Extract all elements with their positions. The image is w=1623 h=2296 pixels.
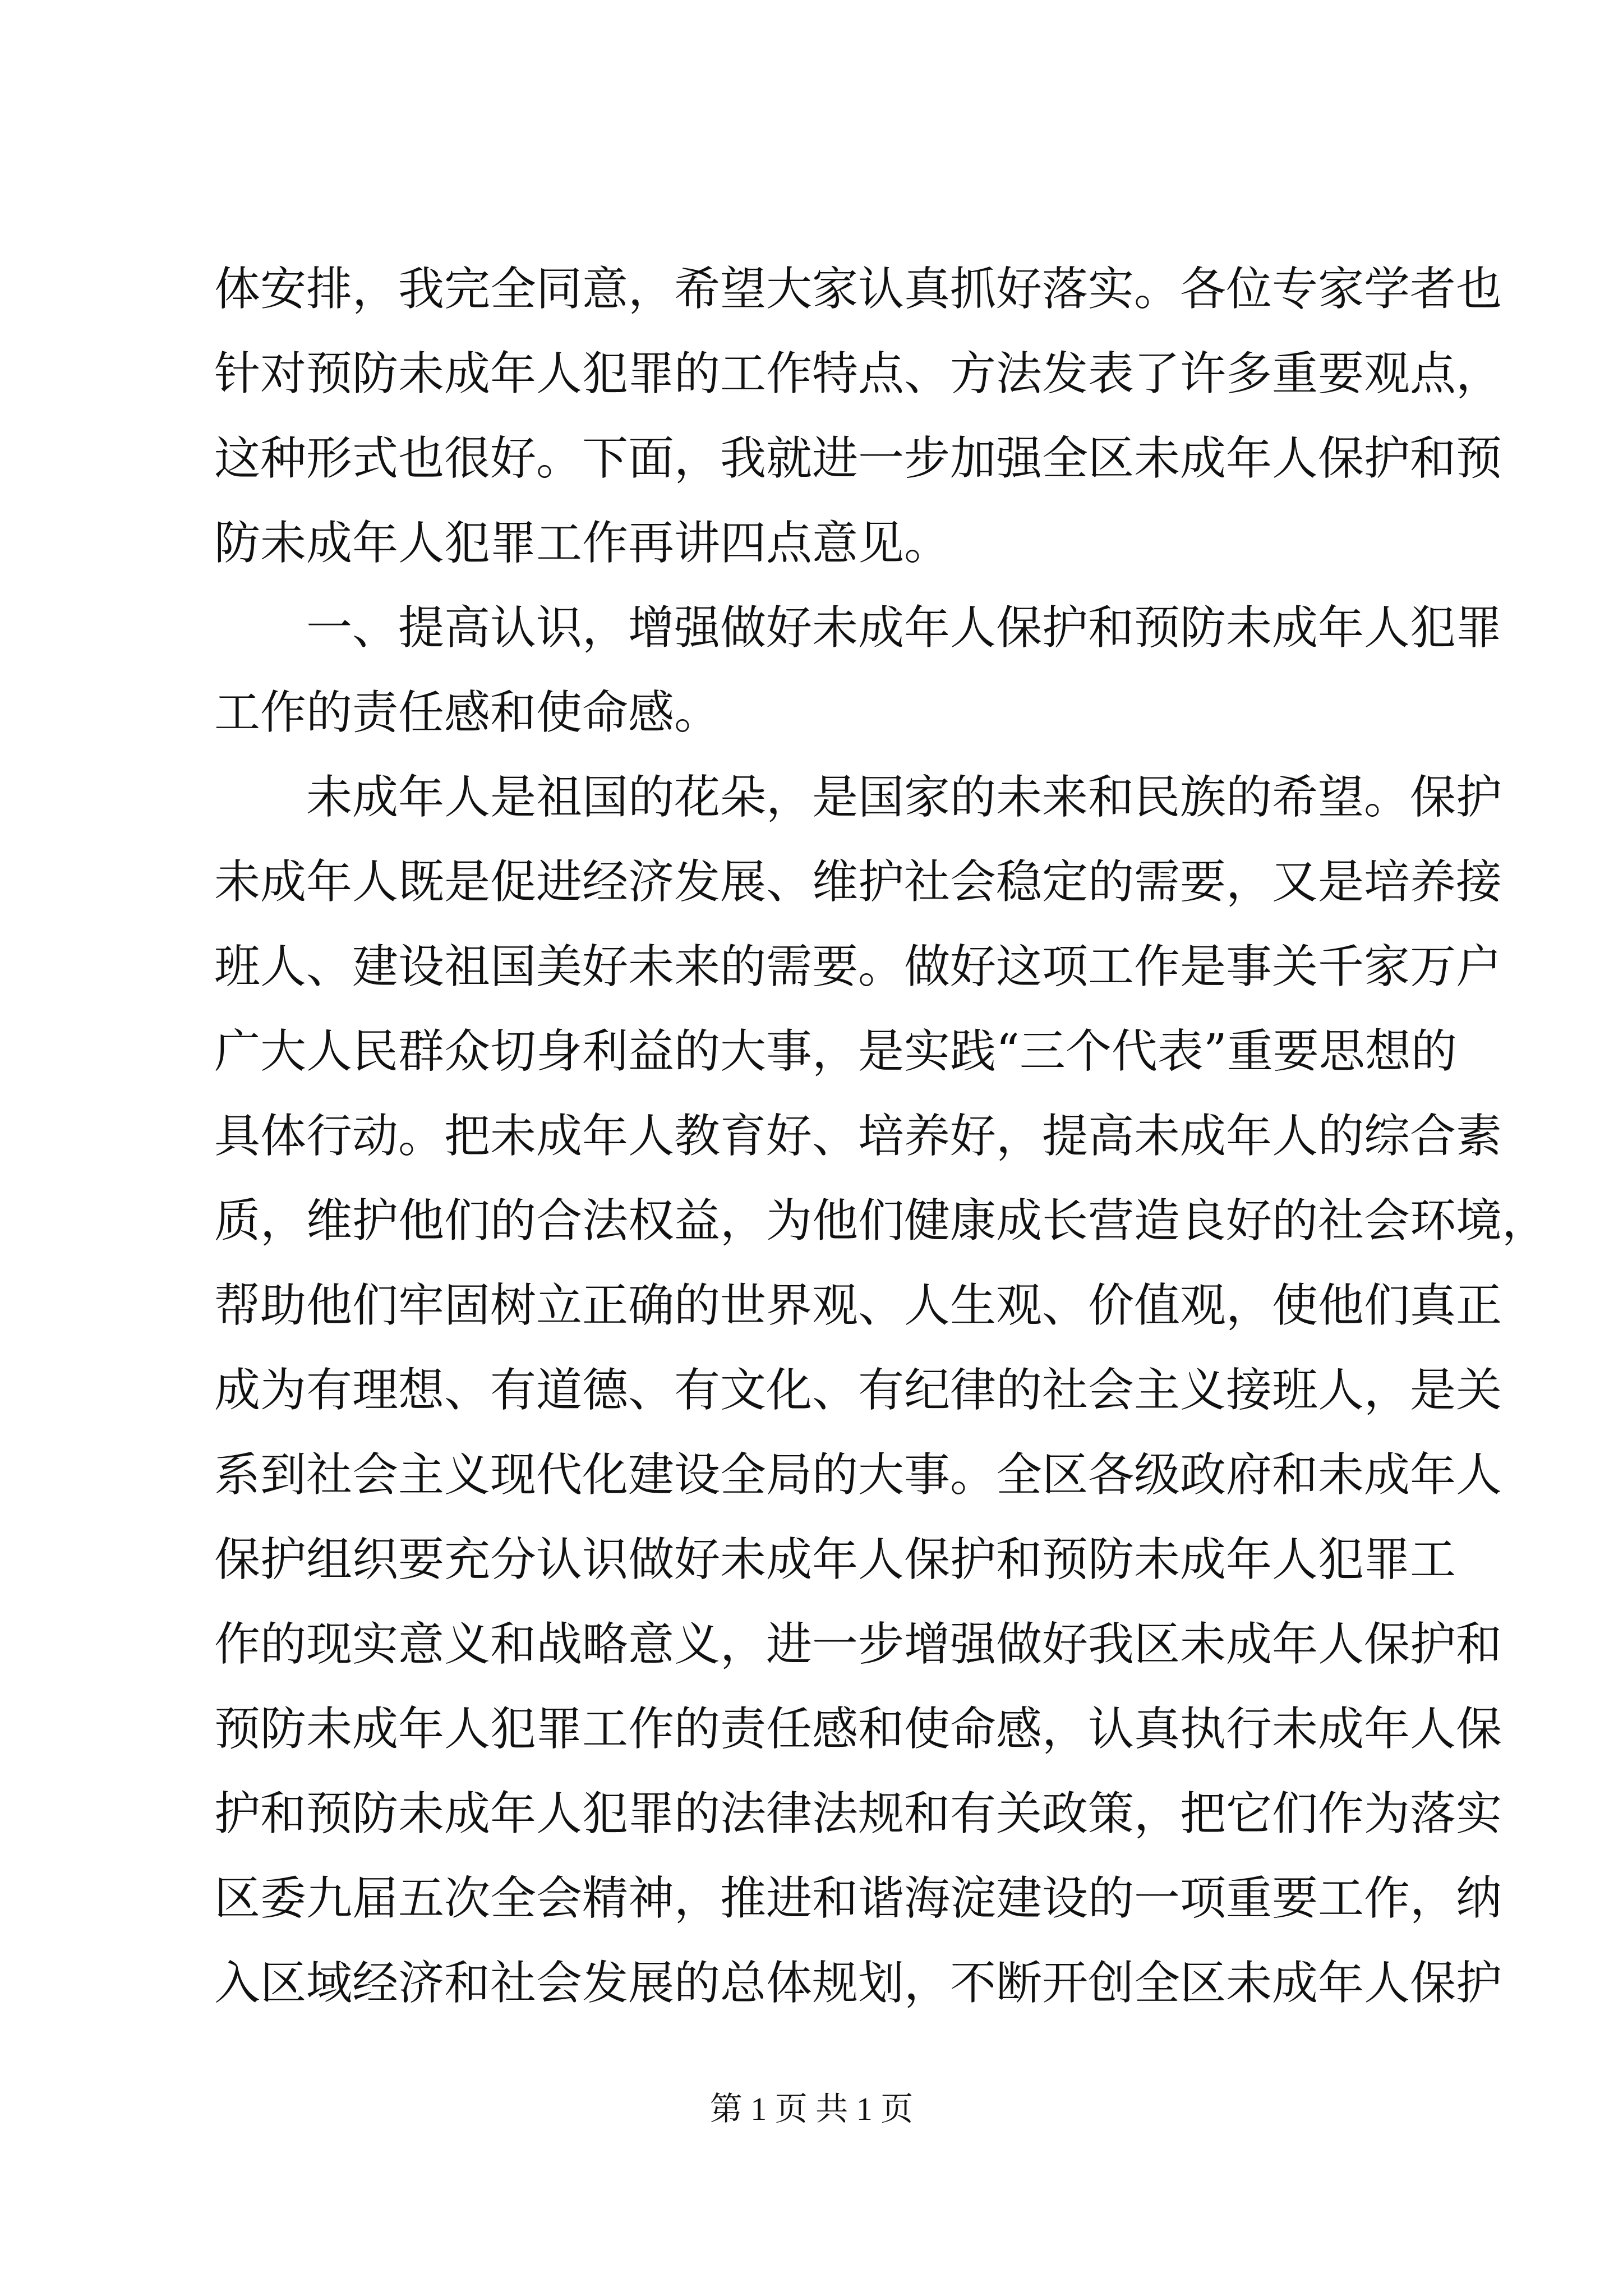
text-line: 针对预防未成年人犯罪的工作特点、方法发表了许多重要观点， — [214, 347, 1502, 401]
section-heading-line: 一、提高认识，增强做好未成年人保护和预防未成年人犯罪 — [306, 601, 1502, 655]
text-line: 班人、建设祖国美好未来的需要。做好这项工作是事关千家万户 — [214, 940, 1502, 993]
text-line: 具体行动。把未成年人教育好、培养好，提高未成年人的综合素 — [214, 1110, 1502, 1163]
text-line: 预防未成年人犯罪工作的责任感和使命感，认真执行未成年人保 — [214, 1703, 1502, 1756]
text-line: 成为有理想、有道德、有文化、有纪律的社会主义接班人，是关 — [214, 1364, 1502, 1417]
document-body — [214, 247, 1548, 2026]
text-line: 这种形式也很好。下面，我就进一步加强全区未成年人保护和预 — [214, 432, 1502, 485]
text-line: 作的现实意义和战略意义，进一步增强做好我区未成年人保护和 — [214, 1618, 1502, 1671]
text-line: 护和预防未成年人犯罪的法律法规和有关政策，把它们作为落实 — [214, 1787, 1502, 1841]
text-line: 入区域经济和社会发展的总体规划，不断开创全区未成年人保护 — [214, 1957, 1502, 2010]
text-line: 广大人民群众切身利益的大事，是实践“三个代表”重要思想的 — [214, 1025, 1457, 1078]
text-line: 未成年人既是促进经济发展、维护社会稳定的需要，又是培养接 — [214, 855, 1502, 909]
text-line: 未成年人是祖国的花朵，是国家的未来和民族的希望。保护 — [306, 771, 1502, 824]
text-line: 防未成年人犯罪工作再讲四点意见。 — [214, 517, 951, 570]
section-heading-line: 工作的责任感和使命感。 — [214, 686, 721, 739]
text-line: 保护组织要充分认识做好未成年人保护和预防未成年人犯罪工 — [214, 1533, 1456, 1586]
text-line: 质，维护他们的合法权益，为他们健康成长营造良好的社会环境， — [214, 1194, 1548, 1248]
text-line: 区委九届五次全会精神，推进和谐海淀建设的一项重要工作，纳 — [214, 1872, 1502, 1925]
text-line: 系到社会主义现代化建设全局的大事。全区各级政府和未成年人 — [214, 1448, 1502, 1502]
text-line: 帮助他们牢固树立正确的世界观、人生观、价值观，使他们真正 — [214, 1279, 1502, 1332]
page-number-footer: 第 1 页 共 1 页 — [709, 2091, 914, 2127]
text-line: 体安排，我完全同意，希望大家认真抓好落实。各位专家学者也 — [214, 263, 1502, 316]
